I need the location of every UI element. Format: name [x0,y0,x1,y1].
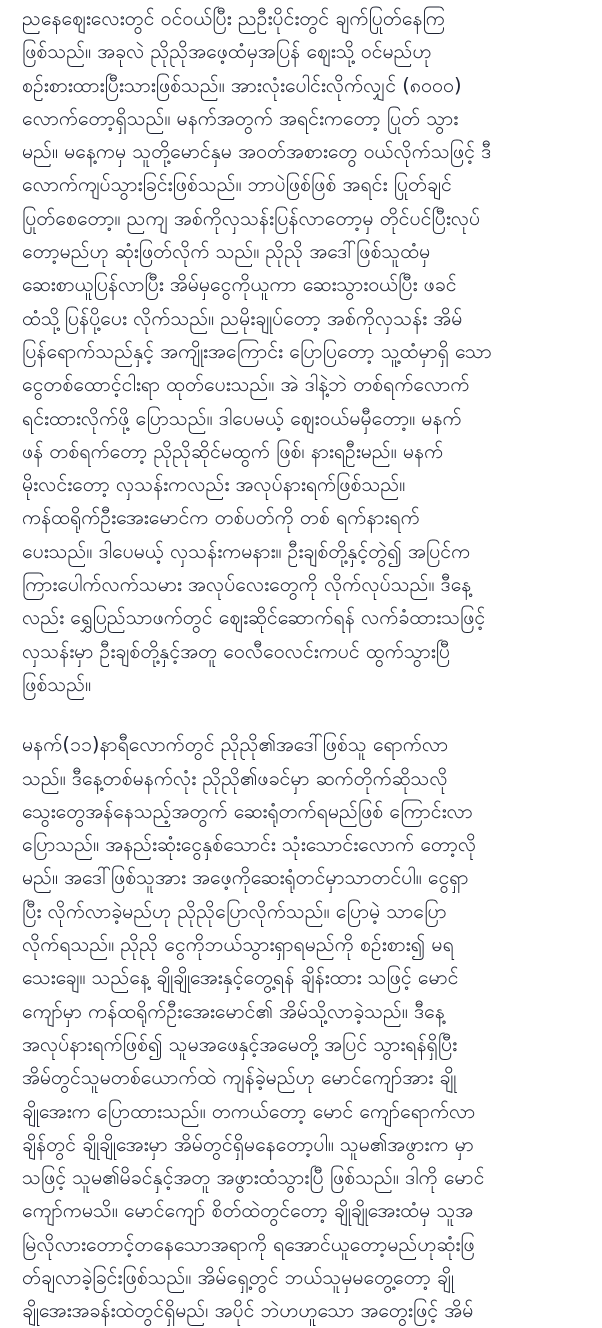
text-line: မြဲလိုလားတောင့်တနေသောအရာကို ရအောင်ယူတော့မည်ဟုဆုံးဖြ [22,1232,475,1256]
text-line: ချိုအေးက ပြောထားသည်။ တကယ်တော့ မောင် ကျော်ရောက်လာ [22,1099,476,1123]
text-line: လိုက်ရသည်။ ညိုညို ငွေကိုဘယ်သွားရှာရမည်ကို စဉ်းစား၍ မရ [22,933,454,957]
text-line: လည်း ရွှေပြည်သာဖက်တွင် ဈေးဆိုင်ဆောက်ရန် လက်ခံထားသဖြင့် [22,606,486,630]
text-line: ညနေဈေးလေးတွင် ဝင်ဝယ်ပြီး ညဦးပိုင်းတွင် ချက်ပြုတ်နေကြ [22,7,445,30]
text-line: ချိုအေးအခန်းထဲတွင်ရှိမည်၊ အပိုင် ဘဲဟဟူသော အတွေးဖြင့် အိမ် [22,1299,474,1323]
text-line: မနက်(၁၁)နာရီလောက်တွင် ညိုညို၏အဒေါ်ဖြစ်သူ ရောက်လာ [22,733,449,757]
text-line: တော့မည်ဟု ဆုံးဖြတ်လိုက် သည်။ ညိုညို အဒေါ်ဖြစ်သူထံမှ [22,240,431,264]
text-line: ထံသို့ပြန်ပို့ပေး လိုက်သည်။ ညမိုးချုပ်တော့ အစ်ကိုလှသန်း အိမ် [22,306,463,330]
text-line: ကန်ထရိုက်ဦးအေးမောင်က တစ်ပတ်ကို တစ် ရက်နားရက် [22,506,420,530]
story-paragraph-1 [22,2,594,701]
text-line: မည်။ မနေ့ကမှ သူတို့မောင်နှမ အဝတ်အစားတွေ ဝယ်လိုက်သဖြင့် ဒီ [22,140,492,164]
text-line: ကြားပေါက်လက်သမား အလုပ်လေးတွေကို လိုက်လုပ်သည်။ ဒီနေ့ [22,573,472,597]
text-line: သဖြင့် သူမ၏မိခင်နှင့်အတူ အဖွားထံသွားပြီ ဖြစ်သည်။ ဒါကို မောင် [22,1166,485,1190]
text-line: လောက်ကျပ်သွားခြင်းဖြစ်သည်။ ဘာပဲဖြစ်ဖြစ် အရင်း ပြုတ်ချင် [22,173,452,197]
text-line: သွေးတွေအန်နေသည့်အတွက် ဆေးရုံတက်ရမည်ဖြစ် ကြောင်းလာ [22,799,473,823]
text-line: လောက်တော့ရှိသည်။ မနက်အတွက် အရင်းကတော့ ပြုတ် သွား [22,106,459,130]
text-line: ပြောသည်။ အနည်းဆုံးငွေနှစ်သောင်း သုံးသောင်းလောက် တော့လို [22,833,477,857]
text-line: တ်ချလာခဲ့ခြင်းဖြစ်သည်။ အိမ်ရှေ့တွင် ဘယ်သူမှမတွေ့တော့ ချို [22,1265,454,1289]
text-line: ကျော်မှာ ကန်ထရိုက်ဦးအေးမောင်၏ အိမ်သို့လာခဲ့သည်။ ဒီနေ့ [22,999,445,1023]
text-line: ဆေးစာယူပြန်လာပြီး အိမ်မှငွေကိုယူကာ ဆေးသွားဝယ်ပြီး ဖခင် [22,273,457,297]
text-line: သေးချေ။ သည်နေ့ ချိုချိုအေးနှင့်တွေ့ရန် ချိန်းထား သဖြင့် မောင် [22,966,459,990]
text-line: ပြုတ်စေတော့။ ညကျ အစ်ကိုလှသန်းပြန်လာတော့မှ တိုင်ပင်ပြီးလုပ် [22,206,481,230]
text-line: စဉ်းစားထားပြီးသားဖြစ်သည်။ အားလုံးပေါင်းလိုက်လျှင် (၈၀၀၀) [22,73,462,97]
text-line: ပေးသည်။ ဒါပေမယ့် လှသန်းကမနား။ ဦးချစ်တို့နှင့်တွဲ၍ အပြင်က [22,539,471,563]
text-line: ပြန်ရောက်သည်နှင့် အကျိုးအကြောင်း ပြောပြတော့ သူ့ထံမှာရှိ သော [22,339,492,363]
text-line: ချိန်တွင် ချိုချိုအေးမှာ အိမ်တွင်ရှိမနေတော့ပါ။ သူမ၏အဖွားက မှာ [22,1132,474,1156]
text-line: ဖန် တစ်ရက်တော့ ညိုညိုဆိုင်မထွက် ဖြစ်၊ နားရဦးမည်။ မနက် [22,439,444,463]
text-line: ငွေတစ်ထောင့်ငါးရာ ထုတ်ပေးသည်။ အဲ ဒါနဲ့ဘဲ တစ်ရက်လောက် [22,373,470,397]
text-line: မိုးလင်းတော့ လှသန်းကလည်း အလုပ်နားရက်ဖြစ်သည်။ [22,473,406,497]
text-line: အိမ်တွင်သူမတစ်ယောက်ထဲ ကျန်ခဲ့မည်ဟု မောင်ကျော်အား ချို [22,1066,457,1090]
text-line: ဖြစ်သည်။ အခုလဲ ညိုညိုအဖေ့ထံမှအပြန် ဈေးသို့ ဝင်မည်ဟု [22,40,432,64]
text-line: ဖြစ်သည်။ [22,672,91,696]
text-line: ကျော်ကမသိ။ မောင်ကျော် စိတ်ထဲတွင်တော့ ချိုချိုအေးထံမှ သူအ [22,1199,474,1223]
text-line: သည်။ ဒီနေ့တစ်မနက်လုံး ညိုညို၏ဖခင်မှာ ဆက်တိုက်ဆိုသလို [22,766,448,790]
text-line: လှသန်းမှာ ဦးချစ်တို့နှင့်အတူ ဝေလီဝေလင်းကပင် ထွက်သွားပြီ [22,639,451,663]
text-line: မည်။ အဒေါ်ဖြစ်သူအား အဖေ့ကိုဆေးရုံတင်မှာသာတင်ပါ။ ငွေရှာ [22,866,469,890]
text-line: ပြီး လိုက်လာခဲ့မည်ဟု ညိုညိုပြောလိုက်သည်။ ပြောမဲ့ သာပြော [22,899,447,923]
paragraph-gap [22,701,594,728]
story-paragraph-2 [22,728,594,1327]
text-line: အလုပ်နားရက်ဖြစ်၍ သူမအဖေနှင့်အမေတို့ အပြင် သွားရန်ရှိပြီး [22,1032,458,1056]
text-line: ရင်းထားလိုက်ဖို့ ပြောသည်။ ဒါပေမယ့် ဈေးဝယ်မမှီတော့။ မနက် [22,406,462,430]
